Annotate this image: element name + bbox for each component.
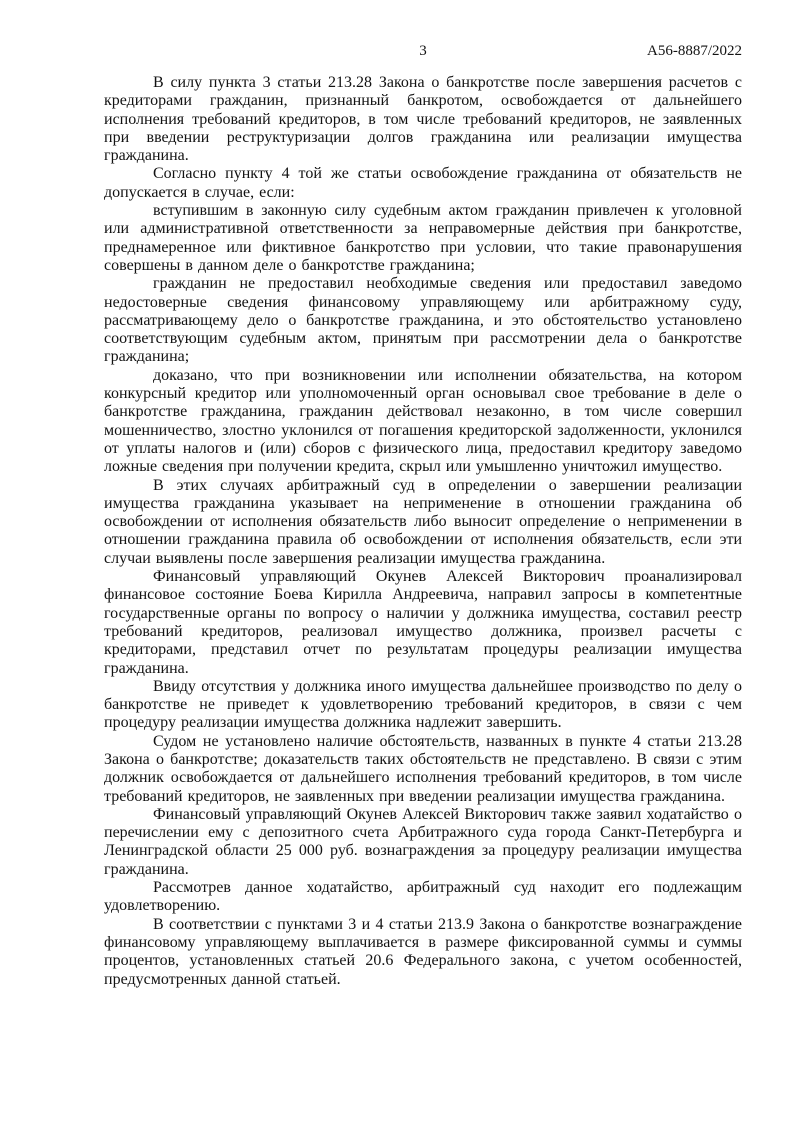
page-number: 3 bbox=[419, 43, 427, 59]
document-body bbox=[104, 74, 742, 989]
page-header bbox=[104, 42, 742, 60]
paragraph: гражданин не предоставил необходимые сведения или предоставил заведомо недостоверные сведения финансовому управляющему или арбитражному суду, рассматривающему дело о банкротстве гражданина, и это обстоятельство установлено соответствующим судебным актом, принятым при рассмотрении дела о банкротстве гражданина; bbox=[104, 275, 742, 366]
paragraph: вступившим в законную силу судебным актом гражданин привлечен к уголовной или административной ответственности за неправомерные действия при банкротстве, преднамеренное или фиктивное банкротство при условии, что такие правонарушения совершены в данном деле о банкротстве гражданина; bbox=[104, 202, 742, 274]
paragraph: Финансовый управляющий Окунев Алексей Викторович проанализировал финансовое состояние Боева Кирилла Андреевича, направил запросы в компетентные государственные органы по вопросу о наличии у должника имущества, составил реестр требований кредиторов, реализовал имущество должника, произвел расчеты с кредиторами, представил отчет по результатам процедуры реализации имущества гражданина. bbox=[104, 568, 742, 677]
paragraph: доказано, что при возникновении или исполнении обязательства, на котором конкурсный кредитор или уполномоченный орган основывал свое требование в деле о банкротстве гражданина, гражданин действовал незаконно, в том числе совершил мошенничество, злостно уклонился от погашения кредиторской задолженности, уклонился от уплаты налогов и (или) сборов с физического лица, предоставил кредитору заведомо ложные сведения при получении кредита, скрыл или умышленно уничтожил имущество. bbox=[104, 366, 742, 476]
paragraph: Рассмотрев данное ходатайство, арбитражный суд находит его подлежащим удовлетворению. bbox=[104, 879, 742, 915]
paragraph: В соответствии с пунктами 3 и 4 статьи 213.9 Закона о банкротстве вознаграждение финансовому управляющему выплачивается в размере фиксированной суммы и суммы процентов, установленных статьей 20.6 Федерального закона, с учетом особенностей, предусмотренных данной статьей. bbox=[104, 915, 742, 988]
paragraph: В силу пункта 3 статьи 213.28 Закона о банкротстве после завершения расчетов с кредиторами гражданин, признанный банкротом, освобождается от дальнейшего исполнения требований кредиторов, в том числе требований кредиторов, не заявленных при введении реструктуризации долгов гражданина или реализации имущества гражданина. bbox=[104, 74, 742, 165]
paragraph: Согласно пункту 4 той же статьи освобождение гражданина от обязательств не допускается в случае, если: bbox=[104, 165, 742, 201]
paragraph: Судом не установлено наличие обстоятельств, названных в пункте 4 статьи 213.28 Закона о банкротстве; доказательств таких обстоятельств не представлено. В связи с этим должник освобождается от дальнейшего исполнения требований кредиторов, в том числе требований кредиторов, не заявленных при введении реализации имущества гражданина. bbox=[104, 732, 742, 805]
paragraph: В этих случаях арбитражный суд в определении о завершении реализации имущества гражданина указывает на неприменение в отношении гражданина об освобождении от исполнения обязательств либо выносит определение о неприменении в отношении гражданина правила об освобождении от исполнения обязательств, если эти случаи выявлены после завершения реализации имущества гражданина. bbox=[104, 476, 742, 567]
case-number: А56-8887/2022 bbox=[647, 43, 742, 59]
paragraph: Финансовый управляющий Окунев Алексей Викторович также заявил ходатайство о перечислении ему с депозитного счета Арбитражного суда города Санкт-Петербурга и Ленинградской области 25 000 руб. вознаграждения за процедуру реализации имущества гражданина. bbox=[104, 805, 742, 878]
paragraph: Ввиду отсутствия у должника иного имущества дальнейшее производство по делу о банкротстве не приведет к удовлетворению требований кредиторов, в связи с чем процедуру реализации имущества должника надлежит завершить. bbox=[104, 677, 742, 732]
